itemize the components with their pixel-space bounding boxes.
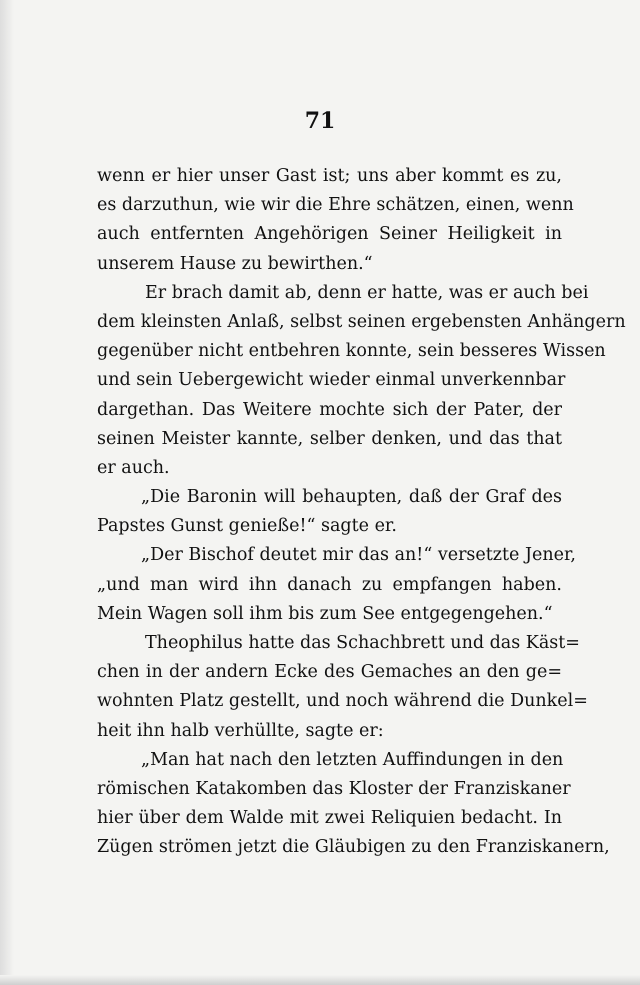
text-line: chen in der andern Ecke des Gemaches an den ge= — [97, 662, 562, 683]
page-bottom-edge — [0, 975, 640, 985]
text-line: „Die Baronin will behaupten, daß der Graf des — [141, 487, 562, 508]
page-number: 71 — [304, 108, 336, 134]
text-line: heit ihn halb verhüllte, sagte er: — [97, 720, 384, 741]
text-line: „Der Bischof deutet mir das an!“ versetzte Jener, — [141, 545, 576, 566]
text-line: wenn er hier unser Gast ist; uns aber kommt es zu, — [97, 166, 562, 186]
text-line: Er brach damit ab, denn er hatte, was er auch bei — [145, 282, 589, 303]
page-edge-shadow — [0, 0, 14, 985]
text-line: gegenüber nicht entbehren konnte, sein besseres Wissen — [97, 341, 606, 362]
text-line: seinen Meister kannte, selber denken, und das that — [97, 428, 562, 449]
text-line: „und man wird ihn danach zu empfangen haben. — [97, 574, 562, 595]
text-line: römischen Katakomben das Kloster der Franziskaner — [97, 778, 571, 799]
text-line: Papstes Gunst genieße!“ sagte er. — [97, 516, 397, 537]
text-line: wohnten Platz gestellt, und noch während die Dunkel= — [97, 691, 588, 712]
text-line: unserem Hause zu bewirthen.“ — [97, 253, 373, 274]
text-line: auch entfernten Angehörigen Seiner Heiligkeit in — [97, 224, 562, 245]
text-line: Theophilus hatte das Schachbrett und das Käst= — [145, 633, 580, 653]
text-line: Zügen strömen jetzt die Gläubigen zu den Franziskanern, — [97, 837, 610, 858]
text-line: es darzuthun, wie wir die Ehre schätzen, einen, wenn — [97, 195, 574, 216]
text-line: Mein Wagen soll ihm bis zum See entgegengehen.“ — [97, 603, 553, 624]
text-line: hier über dem Walde mit zwei Reliquien bedacht. In — [97, 808, 562, 829]
text-line: und sein Uebergewicht wieder einmal unverkennbar — [97, 370, 566, 391]
body-text — [97, 162, 626, 863]
text-line: „Man hat nach den letzten Auffindungen in den — [141, 749, 564, 770]
text-line: er auch. — [97, 457, 170, 478]
text-line: dem kleinsten Anlaß, selbst seinen ergebensten Anhängern — [97, 311, 626, 332]
text-line: dargethan. Das Weitere mochte sich der Pater, der — [97, 399, 562, 420]
